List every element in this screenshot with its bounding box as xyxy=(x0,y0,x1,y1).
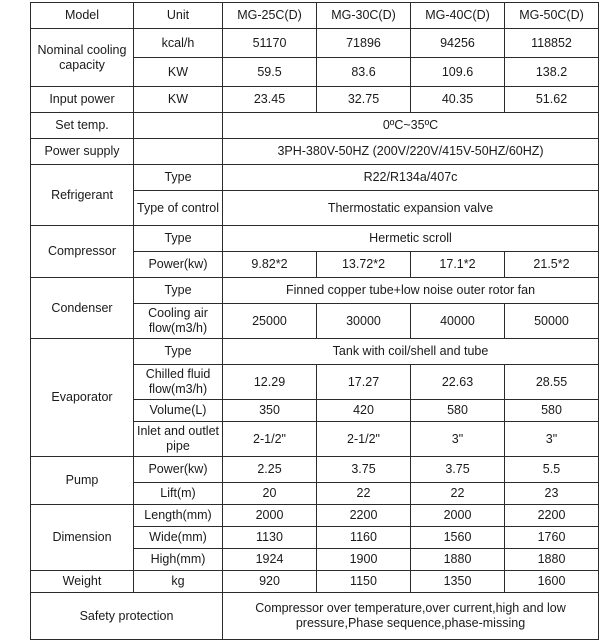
row-label-set-temp: Set temp. xyxy=(31,113,134,139)
table-row xyxy=(31,505,599,527)
product-specification-table xyxy=(30,2,599,640)
value-cell: 50000 xyxy=(505,304,599,339)
value-cell: 22 xyxy=(411,483,505,505)
unit-length-mm: Length(mm) xyxy=(134,505,223,527)
value-cell: 2.25 xyxy=(223,457,317,483)
value-cell: 3.75 xyxy=(317,457,411,483)
unit-type: Type xyxy=(134,226,223,252)
table-row xyxy=(31,571,599,593)
value-cell: 1150 xyxy=(317,571,411,593)
table-row xyxy=(31,226,599,252)
unit-wide-mm: Wide(mm) xyxy=(134,527,223,549)
value-cell: 1880 xyxy=(505,549,599,571)
unit-type: Type xyxy=(134,278,223,304)
value-cell: 23.45 xyxy=(223,87,317,113)
value-cell: 350 xyxy=(223,400,317,422)
value-cell: 1924 xyxy=(223,549,317,571)
unit-kw: KW xyxy=(134,58,223,87)
value-cell: 28.55 xyxy=(505,365,599,400)
unit-cooling-air-flow: Cooling air flow(m3/h) xyxy=(134,304,223,339)
table-row xyxy=(31,339,599,365)
value-cell: 3" xyxy=(505,422,599,457)
value-cell: 12.29 xyxy=(223,365,317,400)
table-row xyxy=(31,139,599,165)
value-cell: 40000 xyxy=(411,304,505,339)
value-cell: 94256 xyxy=(411,29,505,58)
unit-volume-l: Volume(L) xyxy=(134,400,223,422)
value-cell: 9.82*2 xyxy=(223,252,317,278)
value-cell: 2000 xyxy=(223,505,317,527)
value-cell: 3.75 xyxy=(411,457,505,483)
value-cell: 420 xyxy=(317,400,411,422)
value-cell-merged: R22/R134a/407c xyxy=(223,165,599,191)
row-label-pump: Pump xyxy=(31,457,134,505)
value-cell: 22 xyxy=(317,483,411,505)
value-cell: 71896 xyxy=(317,29,411,58)
value-cell: 51.62 xyxy=(505,87,599,113)
value-cell: 1560 xyxy=(411,527,505,549)
row-label-dimension: Dimension xyxy=(31,505,134,571)
value-cell: 17.27 xyxy=(317,365,411,400)
row-label-safety-protection: Safety protection xyxy=(31,593,223,640)
value-cell: 920 xyxy=(223,571,317,593)
specification-table-container xyxy=(30,2,584,640)
unit-chilled-fluid-flow: Chilled fluid flow(m3/h) xyxy=(134,365,223,400)
unit-type: Type xyxy=(134,165,223,191)
table-header-row xyxy=(31,3,599,29)
value-cell: 5.5 xyxy=(505,457,599,483)
header-model-3: MG-40C(D) xyxy=(411,3,505,29)
value-cell: 138.2 xyxy=(505,58,599,87)
value-cell-merged-safety: Compressor over temperature,over current,high and low pressure,Phase sequence,phase-missing xyxy=(223,593,599,640)
value-cell-merged: 0ºC~35ºC xyxy=(223,113,599,139)
unit-type: Type xyxy=(134,339,223,365)
row-label-input-power: Input power xyxy=(31,87,134,113)
unit-power-kw: Power(kw) xyxy=(134,457,223,483)
value-cell: 109.6 xyxy=(411,58,505,87)
row-label-evaporator: Evaporator xyxy=(31,339,134,457)
unit-high-mm: High(mm) xyxy=(134,549,223,571)
value-cell: 30000 xyxy=(317,304,411,339)
value-cell: 1350 xyxy=(411,571,505,593)
value-cell: 40.35 xyxy=(411,87,505,113)
unit-type-of-control: Type of control xyxy=(134,191,223,226)
value-cell: 118852 xyxy=(505,29,599,58)
value-cell: 1760 xyxy=(505,527,599,549)
header-model-4: MG-50C(D) xyxy=(505,3,599,29)
value-cell: 32.75 xyxy=(317,87,411,113)
header-model: Model xyxy=(31,3,134,29)
table-row xyxy=(31,87,599,113)
value-cell: 1880 xyxy=(411,549,505,571)
table-row xyxy=(31,113,599,139)
value-cell-merged: Tank with coil/shell and tube xyxy=(223,339,599,365)
value-cell: 580 xyxy=(411,400,505,422)
table-row xyxy=(31,278,599,304)
value-cell: 2200 xyxy=(505,505,599,527)
unit-power-kw: Power(kw) xyxy=(134,252,223,278)
row-label-power-supply: Power supply xyxy=(31,139,134,165)
value-cell-merged: Finned copper tube+low noise outer rotor fan xyxy=(223,278,599,304)
unit-cell xyxy=(134,113,223,139)
row-label-condenser: Condenser xyxy=(31,278,134,339)
unit-kcal-h: kcal/h xyxy=(134,29,223,58)
value-cell: 580 xyxy=(505,400,599,422)
row-label-refrigerant: Refrigerant xyxy=(31,165,134,226)
value-cell-merged: Hermetic scroll xyxy=(223,226,599,252)
header-model-2: MG-30C(D) xyxy=(317,3,411,29)
table-row xyxy=(31,165,599,191)
value-cell: 59.5 xyxy=(223,58,317,87)
value-cell: 2-1/2" xyxy=(317,422,411,457)
row-label-compressor: Compressor xyxy=(31,226,134,278)
value-cell: 2000 xyxy=(411,505,505,527)
table-row xyxy=(31,457,599,483)
row-label-weight: Weight xyxy=(31,571,134,593)
value-cell: 1160 xyxy=(317,527,411,549)
value-cell-merged: 3PH-380V-50HZ (200V/220V/415V-50HZ/60HZ) xyxy=(223,139,599,165)
value-cell: 13.72*2 xyxy=(317,252,411,278)
value-cell: 20 xyxy=(223,483,317,505)
value-cell-merged: Thermostatic expansion valve xyxy=(223,191,599,226)
value-cell: 1900 xyxy=(317,549,411,571)
value-cell: 22.63 xyxy=(411,365,505,400)
header-model-1: MG-25C(D) xyxy=(223,3,317,29)
unit-kg: kg xyxy=(134,571,223,593)
value-cell: 1130 xyxy=(223,527,317,549)
value-cell: 17.1*2 xyxy=(411,252,505,278)
value-cell: 1600 xyxy=(505,571,599,593)
value-cell: 51170 xyxy=(223,29,317,58)
unit-cell xyxy=(134,139,223,165)
value-cell: 83.6 xyxy=(317,58,411,87)
table-row xyxy=(31,29,599,58)
value-cell: 2-1/2" xyxy=(223,422,317,457)
unit-inlet-outlet-pipe: Inlet and outlet pipe xyxy=(134,422,223,457)
header-unit: Unit xyxy=(134,3,223,29)
value-cell: 25000 xyxy=(223,304,317,339)
unit-lift-m: Lift(m) xyxy=(134,483,223,505)
row-label-nominal-cooling-capacity: Nominal cooling capacity xyxy=(31,29,134,87)
value-cell: 21.5*2 xyxy=(505,252,599,278)
value-cell: 3" xyxy=(411,422,505,457)
value-cell: 2200 xyxy=(317,505,411,527)
value-cell: 23 xyxy=(505,483,599,505)
unit-cell: KW xyxy=(134,87,223,113)
